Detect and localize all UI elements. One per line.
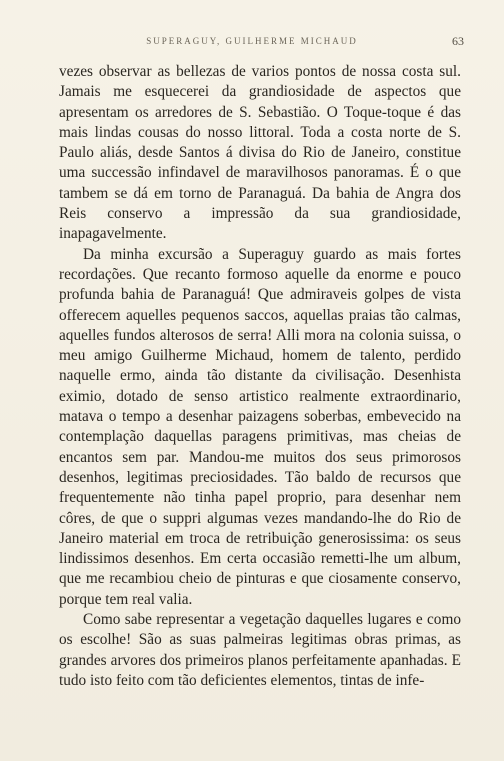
- paragraph-3: Como sabe representar a vegetação daquelles lugares e como os escolhe! São as suas palmeiras legitimas obras primas, as grandes arvores dos primeiros planos perfeitamente apanhadas. E tudo isto feito com tão deficientes elementos, tintas de infe-: [59, 611, 461, 689]
- paragraph-2: Da minha excursão a Superaguy guardo as mais fortes recordações. Que recanto formoso aquelle da enorme e pouco profunda bahia de Paranaguá! Que admiraveis golpes de vista offerecem aquelles pequenos saccos, aquellas praias tão calmas, aquelles fundos alterosos de serra! Alli mora na colonia suissa, o meu amigo Guilherme Michaud, homem de talento, perdido naquelle ermo, ainda tão distante da civilisação. Desenhista eximio, dotado de senso artistico realmente extraordinario, matava o tempo a desenhar paizagens soberbas, embevecido na contemplação daquellas paragens primitivas, mas cheias de encantos sem par. Mandou-me muitos dos seus primorosos desenhos, legitimas preciosidades. Tão baldo de recursos que frequentemente não tinha papel proprio, para desenhar nem côres, de que o suppri algumas vezes mandando-lhe do Rio de Janeiro material em troca de retribuição generosissima: os seus lindissimos desenhos. Em certa occasião remetti-lhe um album, que me recambiou cheio de pinturas e que ciosamente conservo, porque tem real valia.: [59, 245, 461, 608]
- running-title: SUPERAGUY, GUILHERME MICHAUD: [146, 36, 358, 46]
- running-head: [0, 36, 504, 54]
- paragraph-1: vezes observar as bellezas de varios pontos de nossa costa sul. Jamais me esquecerei da grandiosidade de aspectos que apresentam os arredores de S. Sebastião. O Toque-toque é das mais lindas cousas do nosso littoral. Toda a costa norte de S. Paulo aliás, desde Santos á divisa do Rio de Janeiro, constitue uma successão infindavel de maravilhosos panoramas. É o que tambem se dá em torno de Paranaguá. Da bahia de Angra dos Reis conservo a impressão da sua grandiosidade, inapagavelmente.: [59, 63, 461, 243]
- body-text: [59, 62, 461, 691]
- page-number: 63: [452, 34, 464, 48]
